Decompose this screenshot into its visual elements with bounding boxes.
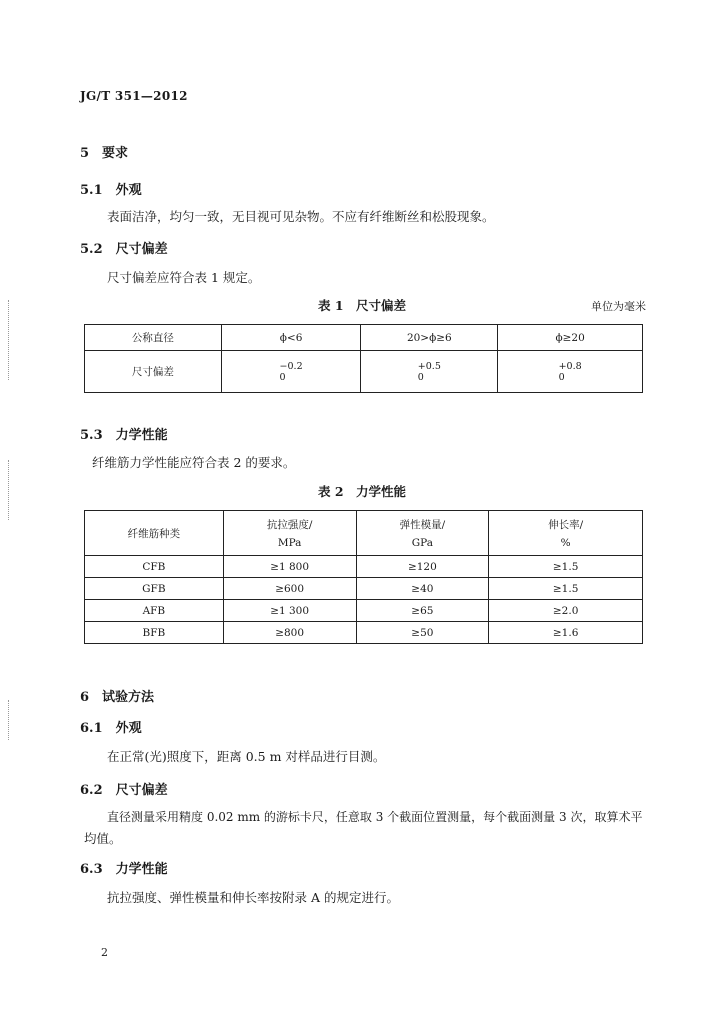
section-6-2-text-line1: 直径测量采用精度 0.02 mm 的游标卡尺，任意取 3 个截面位置测量，每个截面测量 3 次，取算术平 [107,810,643,824]
section-5-2-text: 尺寸偏差应符合表 1 规定。 [107,270,261,285]
table-cell: 公称直径 [85,325,222,351]
scan-margin-mark [8,460,10,520]
table-cell: AFB [85,600,224,622]
table-header-cell: 纤维筋种类 [85,511,224,556]
table-cell: ≥800 [223,622,356,644]
scan-margin-mark [8,700,10,740]
table-cell: ϕ<6 [221,325,361,351]
table-1-unit: 单位为毫米 [591,300,646,313]
table-cell: CFB [85,556,224,578]
table-cell: ≥40 [356,578,489,600]
section-5-3-text: 纤维筋力学性能应符合表 2 的要求。 [92,455,296,470]
table-cell: ϕ≥20 [498,325,643,351]
table-row [85,622,643,644]
table-header-cell [223,511,356,556]
tolerance-upper: +0.5 [417,360,441,372]
table-cell: GFB [85,578,224,600]
tolerance-upper: +0.8 [558,360,582,372]
table-cell: ≥1.5 [489,556,643,578]
header-label: 抗拉强度/ [266,519,313,531]
table-cell [498,351,643,393]
section-5-1-text: 表面洁净，均匀一致，无目视可见杂物。不应有纤维断丝和松股现象。 [107,209,495,224]
table-row [85,578,643,600]
header-label: 弹性模量/ [399,519,446,531]
tolerance-lower: 0 [558,371,565,383]
table-cell [361,351,498,393]
header-label: 伸长率/ [548,519,584,531]
section-5-2-heading: 5.2 尺寸偏差 [80,242,168,257]
section-5-heading: 5 要求 [80,146,129,161]
table-cell: ≥1 300 [223,600,356,622]
table-2 [84,510,643,644]
table-cell: ≥600 [223,578,356,600]
table-cell: ≥65 [356,600,489,622]
table-cell: ≥120 [356,556,489,578]
header-unit: MPa [277,537,302,549]
table-row [85,600,643,622]
table-header-cell [356,511,489,556]
table-2-caption: 表 2 力学性能 [318,484,407,499]
table-cell: ≥1 800 [223,556,356,578]
tolerance-lower: 0 [279,371,286,383]
table-row [85,325,643,351]
section-6-heading: 6 试验方法 [80,690,155,705]
section-5-3-heading: 5.3 力学性能 [80,428,168,443]
tolerance-lower: 0 [417,371,424,383]
table-cell: ≥1.6 [489,622,643,644]
table-cell [221,351,361,393]
table-cell: ≥2.0 [489,600,643,622]
section-6-1-heading: 6.1 外观 [80,721,142,736]
scan-margin-mark [8,300,10,380]
page-number: 2 [101,946,108,959]
section-6-2-heading: 6.2 尺寸偏差 [80,783,168,798]
table-cell: 20>ϕ≥6 [361,325,498,351]
section-6-3-text: 抗拉强度、弹性模量和伸长率按附录 A 的规定进行。 [107,890,399,905]
table-header-cell [489,511,643,556]
standard-code: JG/T 351—2012 [80,89,188,103]
header-unit: % [560,537,571,549]
table-header-row [85,511,643,556]
table-1-caption: 表 1 尺寸偏差 [318,298,407,313]
section-6-3-heading: 6.3 力学性能 [80,862,168,877]
tolerance-upper: −0.2 [279,360,303,372]
table-row [85,556,643,578]
table-cell: ≥50 [356,622,489,644]
header-unit: GPa [411,537,433,549]
section-6-2-text-line2: 均值。 [84,831,122,846]
table-1 [84,324,643,393]
section-5-1-heading: 5.1 外观 [80,183,142,198]
table-cell: BFB [85,622,224,644]
section-6-1-text: 在正常(光)照度下，距离 0.5 m 对样品进行目测。 [107,749,386,764]
table-row [85,351,643,393]
table-cell: ≥1.5 [489,578,643,600]
table-cell: 尺寸偏差 [85,351,222,393]
